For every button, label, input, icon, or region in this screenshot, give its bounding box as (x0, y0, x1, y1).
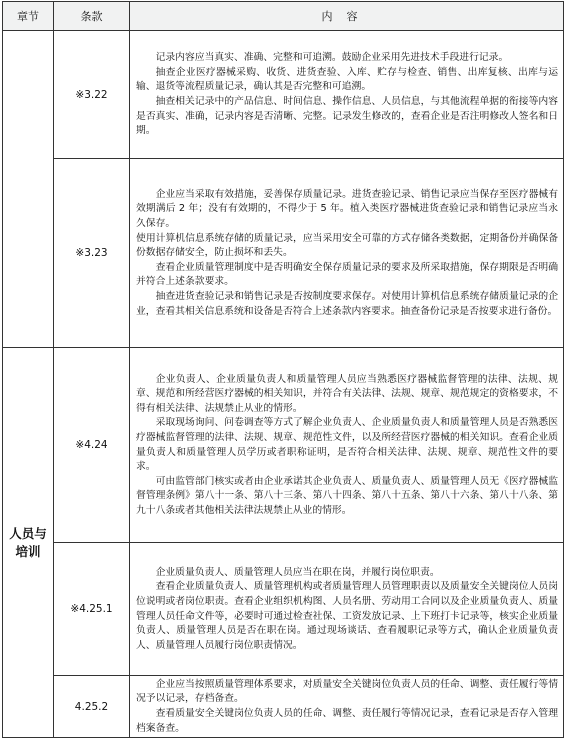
clause-cell: ※4.25.1 (54, 543, 130, 676)
clause-cell: ※3.23 (54, 159, 130, 348)
header-chapter: 章节 (3, 2, 54, 31)
content-cell (130, 676, 564, 738)
content-paragraph: 抽查企业医疗器械采购、收货、进货查验、入库、贮存与检查、销售、出库复核、出库与运输、退货等流程质量记录，确认其是否完整和可追溯。 (136, 66, 558, 93)
header-row (3, 2, 564, 31)
content-paragraph: 抽查相关记录中的产品信息、时间信息、操作信息、人员信息，与其他流程单据的衔接等内容是否真实、准确，记录内容是否清晰、完整。记录发生修改的，查看企业是否注明修改人签名和日期。 (136, 96, 558, 137)
header-clause: 条款 (54, 2, 130, 31)
content-cell (130, 543, 564, 676)
table-body (3, 31, 564, 738)
content-paragraph: 企业质量负责人、质量管理人员应当在职在岗，并履行岗位职责。 (155, 566, 440, 578)
header-content: 内容 (130, 2, 564, 31)
chapter-cell (3, 31, 54, 348)
content-paragraph: 抽查进货查验记录和销售记录是否按制度要求保存。对使用计算机信息系统存储质量记录的企业，查看其相关信息系统和设备是否符合上述条款内容要求。抽查备份记录是否按要求进行备份。 (136, 290, 558, 317)
content-paragraph: 可由监管部门核实或者由企业承诺其企业负责人、质量负责人、质量管理人员无《医疗器械监督管理条例》第八十一条、第八十三条、第八十四条、第八十五条、第八十六条、第八十八条、第九十八条或者其他相关法律法规禁止从业的情形。 (136, 475, 558, 516)
regulation-table (2, 1, 564, 738)
content-paragraph: 查看企业质量负责人、质量管理机构或者质量管理人员管理职责以及质量安全关键岗位人员岗位说明或者岗位职责。查看企业组织机构图、人员名册、劳动用工合同以及企业质量负责人、质量管理人员任命文件等，必要时可通过检查社保、工资发放记录、上下班打卡记录等，核实企业质量负责人、质量管理人员是否在职在岗。通过现场谈话、查看履职记录等方式，确认企业质量负责人、质量管理人员履行岗位职责情况。 (136, 581, 558, 651)
content-paragraph: 采取现场询问、问卷调查等方式了解企业负责人、企业质量负责人和质量管理人员是否熟悉医疗器械监督管理的法律、法规、规章、规范性文件，以及所经营医疗器械的相关知识。查看企业质量负责人和质量管理人员学历或者职称证明，是否符合相关法律、法规、规章、规范性文件的要求。 (136, 417, 558, 473)
content-cell (130, 348, 564, 543)
table-row (3, 676, 564, 738)
table-row (3, 31, 564, 159)
content-paragraph: 企业应当采取有效措施，妥善保存质量记录。进货查验记录、销售记录应当保存至医疗器械有效期满后 2 年；没有有效期的，不得少于 5 年。植入类医疗器械进货查验记录和销售记录应当永久保存。 (136, 188, 558, 230)
clause-cell: ※3.22 (54, 31, 130, 159)
table-row (3, 348, 564, 543)
table-row (3, 543, 564, 676)
content-paragraph: 记录内容应当真实、准确、完整和可追溯。鼓励企业采用先进技术手段进行记录。 (155, 52, 509, 64)
content-paragraph: 使用计算机信息系统存储的质量记录，应当采用安全可靠的方式存储各类数据，定期备份并确保备份数据存储安全，防止损坏和丢失。 (136, 232, 558, 259)
content-paragraph: 企业应当按照质量管理体系要求，对质量安全关键岗位负责人员的任命、调整、责任履行等情况予以记录，存档备查。 (136, 678, 558, 705)
clause-cell: ※4.24 (54, 348, 130, 543)
content-cell (130, 31, 564, 159)
chapter-cell: 人员与 培训 (3, 348, 54, 738)
table-row (3, 159, 564, 348)
content-paragraph: 企业负责人、企业质量负责人和质量管理人员应当熟悉医疗器械监督管理的法律、法规、规章、规范和所经营医疗器械的相关知识，并符合有关法律、法规、规章、规范规定的资格要求，不得有相关法律、法规禁止从业的情形。 (136, 373, 558, 414)
content-cell (130, 159, 564, 348)
content-paragraph: 查看质量安全关键岗位负责人员的任命、调整、责任履行等情况记录，查看记录是否存入管理档案备查。 (136, 708, 558, 734)
content-paragraph: 查看企业质量管理制度中是否明确安全保存质量记录的要求及所采取措施，保存期限是否明确并符合上述条款要求。 (136, 261, 558, 288)
clause-cell: 4.25.2 (54, 676, 130, 738)
